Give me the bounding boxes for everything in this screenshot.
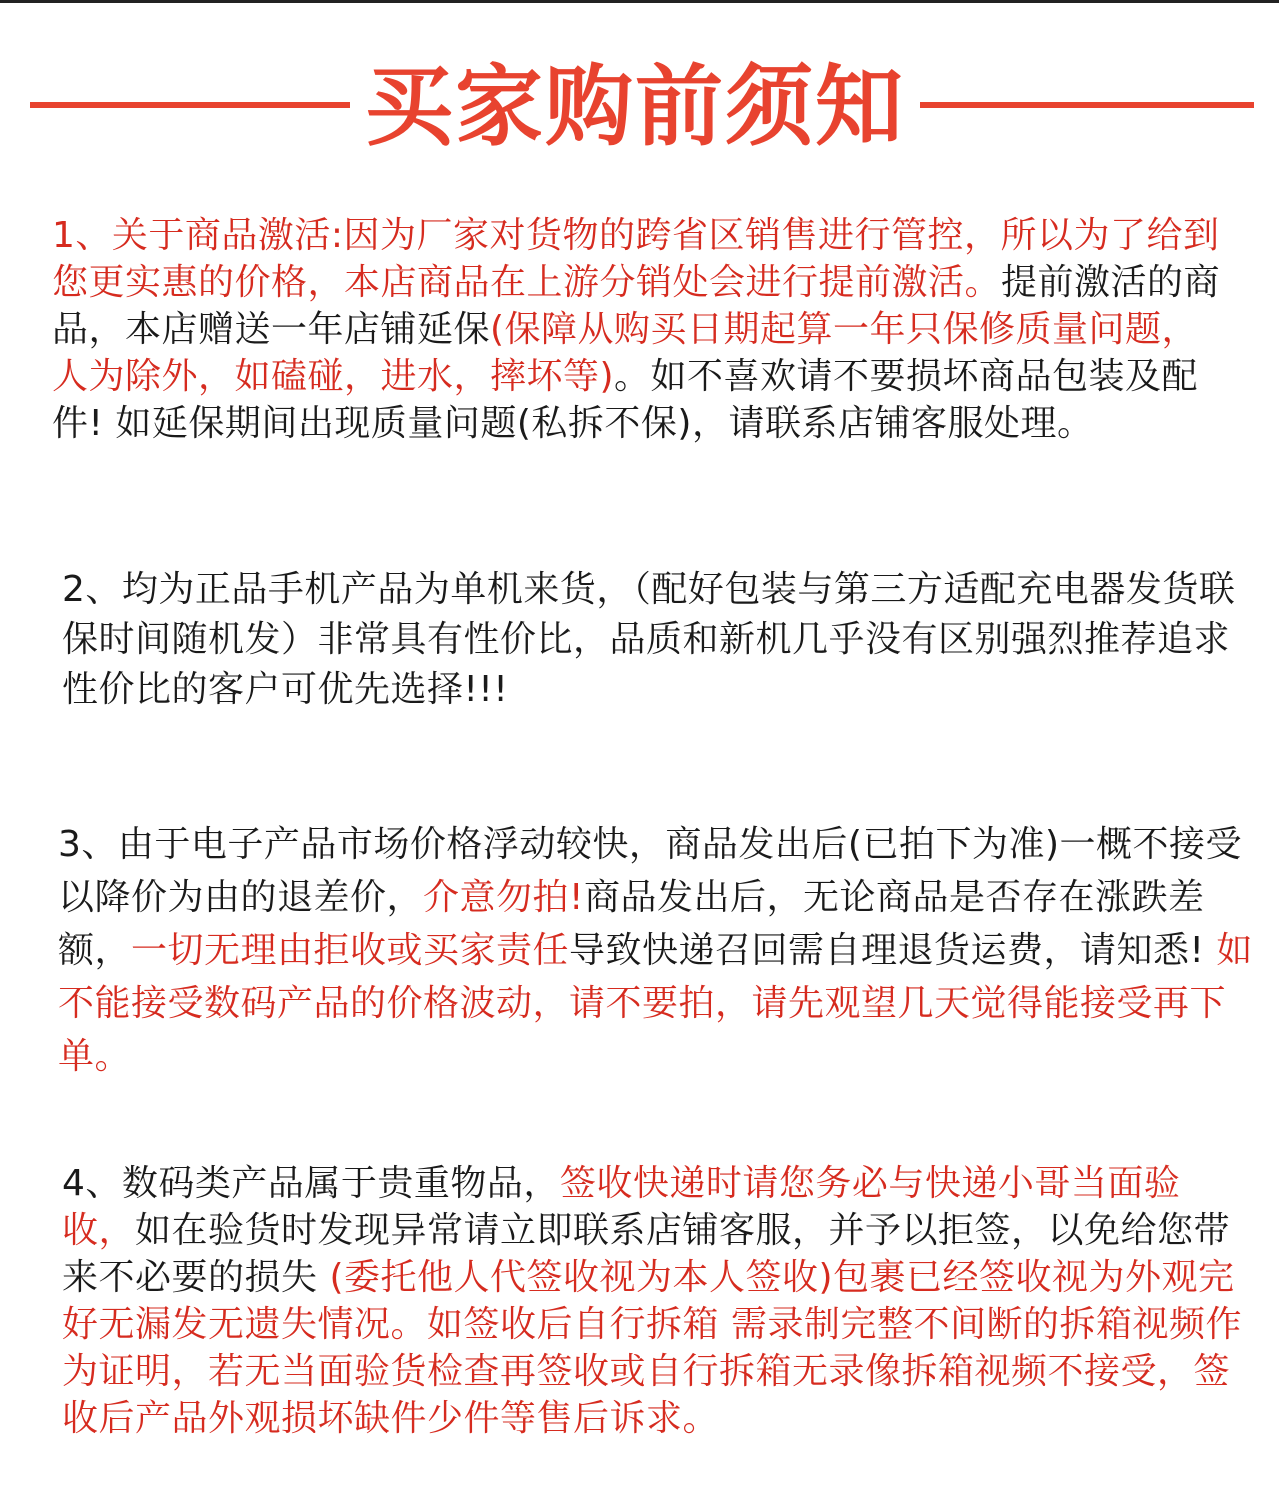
notice-4-segment-3: 如在验货时发现异常请立即联系店铺客服，并予以拒签，以免给您带来不必要的损失 [62, 1210, 1231, 1298]
notice-3-segment-1: 3、由于电子产品市场价格浮动较快，商品发出后(已拍下为准)一概不接受以降价为由的退差价， [58, 824, 1242, 918]
top-border [0, 0, 1279, 3]
notice-2 [62, 565, 1242, 715]
notice-4-segment-2: 签收快递时请您务必与快递小哥当面验收， [62, 1163, 1181, 1251]
title-divider-left [30, 102, 350, 108]
notice-1-segment-4: 。如不喜欢请不要损坏商品包装及配件! 如延保期间出现质量问题(私拆不保)，请联系店铺客服处理。 [52, 356, 1199, 444]
notice-1 [52, 212, 1232, 447]
notice-1-segment-3: (保障从购买日期起算一年只保修质量问题，人为除外，如磕碰，进水，摔坏等) [52, 309, 1199, 397]
notice-3-segment-6: 如不能接受数码产品的价格波动，请不要拍，请先观望几天觉得能接受再下单。 [58, 930, 1253, 1077]
notice-4-segment-1: 4、数码类产品属于贵重物品， [62, 1163, 560, 1204]
page-title: 买家购前须知 [364, 55, 905, 158]
notice-3 [58, 818, 1253, 1083]
notice-3-segment-2: 介意勿拍! [423, 877, 584, 918]
notice-1-segment-2: 提前激活的商品，本店赠送一年店铺延保 [52, 262, 1221, 350]
title-divider-right [920, 102, 1254, 108]
header [0, 52, 1279, 162]
notice-3-segment-3: 商品发出后，无论商品是否存在涨跌差额， [58, 877, 1205, 971]
notice-4 [62, 1160, 1242, 1442]
notice-4-segment-4: (委托他人代签收视为本人签收)包裹已经签收视为外观完好无漏发无遗失情况。如签收后自行拆箱 需录制完整不间断的拆箱视频作为证明，若无当面验货检查再签收或自行拆箱无录像拆箱视频不接受，签收后产品外观损坏缺件少件等售后诉求。 [62, 1257, 1242, 1439]
notice-2-segment-1: 2、均为正品手机产品为单机来货，（配好包装与第三方适配充电器发货联保时间随机发）非常具有性价比，品质和新机几乎没有区别强烈推荐追求性价比的客户可优先选择!!! [62, 569, 1236, 710]
notice-3-segment-5: 导致快递召回需自理退货运费，请知悉! [569, 930, 1217, 971]
notice-3-segment-4: 一切无理由拒收或买家责任 [131, 930, 570, 971]
notice-1-segment-1: 1、关于商品激活:因为厂家对货物的跨省区销售进行管控，所以为了给到您更实惠的价格，本店商品在上游分销处会进行提前激活。 [52, 215, 1220, 303]
